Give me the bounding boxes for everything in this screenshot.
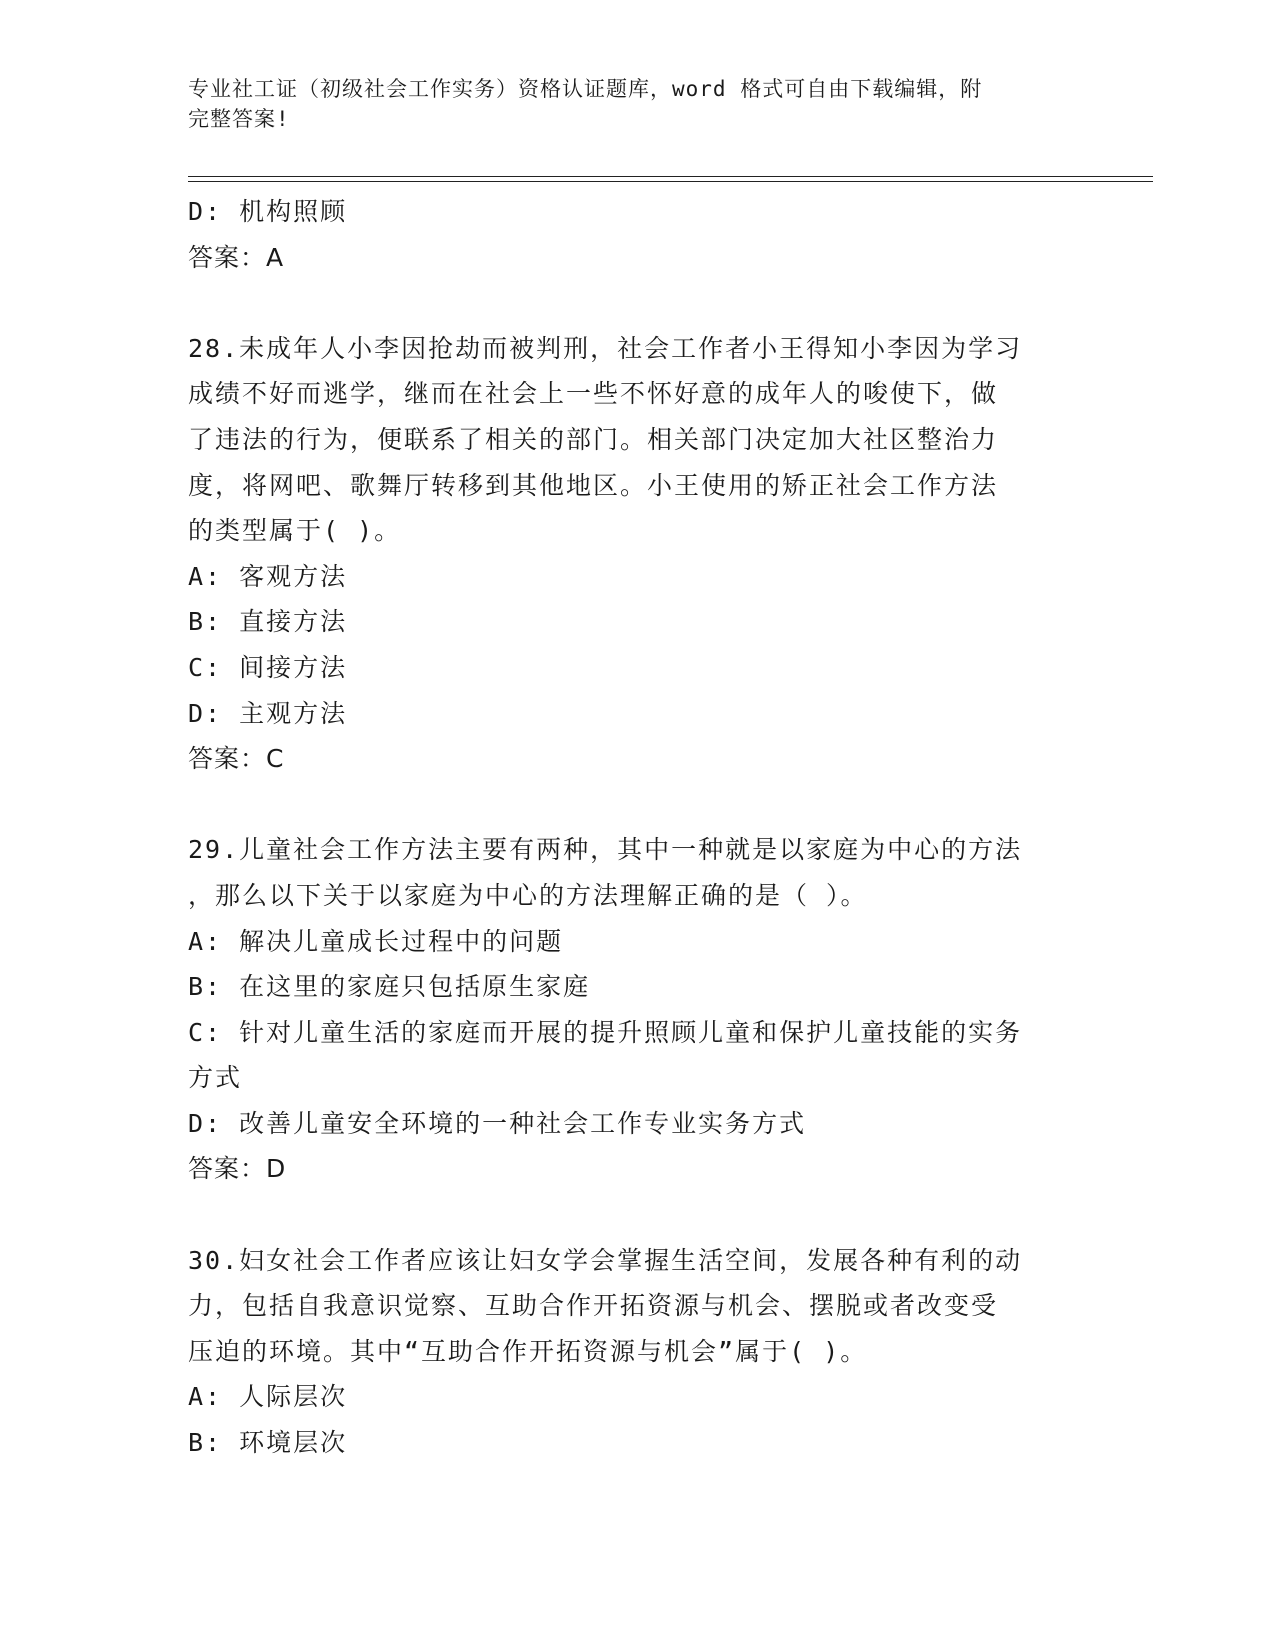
spacer [188, 280, 1088, 326]
question-29-line-2: ，那么以下关于以家庭为中心的方法理解正确的是（ ）。 [188, 880, 868, 910]
question-30-line-1: 30.妇女社会工作者应该让妇女学会掌握生活空间，发展各种有利的动 [188, 1245, 1023, 1275]
question-29-option-a: A: 解决儿童成长过程中的问题 [188, 926, 564, 956]
question-29 [188, 827, 1088, 1192]
question-29-line-1: 29.儿童社会工作方法主要有两种，其中一种就是以家庭为中心的方法 [188, 835, 1023, 865]
question-30-line-2: 力，包括自我意识觉察、互助合作开拓资源与机会、摆脱或者改变受 [188, 1291, 999, 1321]
question-29-option-b: B: 在这里的家庭只包括原生家庭 [188, 972, 591, 1002]
question-28-line-4: 度，将网吧、歌舞厅转移到其他地区。小王使用的矫正社会工作方法 [188, 470, 999, 500]
question-29-option-d: D: 改善儿童安全环境的一种社会工作专业实务方式 [188, 1108, 807, 1138]
page-header [188, 74, 1068, 134]
question-28-option-c: C: 间接方法 [188, 652, 348, 682]
question-30-line-3: 压迫的环境。其中“互助合作开拓资源与机会”属于( )。 [188, 1336, 868, 1366]
question-28-option-d: D: 主观方法 [188, 698, 348, 728]
question-30-option-a: A: 人际层次 [188, 1382, 348, 1412]
question-29-option-c-line-1: C: 针对儿童生活的家庭而开展的提升照顾儿童和保护儿童技能的实务 [188, 1017, 1023, 1047]
question-28 [188, 326, 1088, 782]
question-28-line-1: 28.未成年人小李因抢劫而被判刑，社会工作者小王得知小李因为学习 [188, 333, 1023, 363]
header-line-1: 专业社工证（初级社会工作实务）资格认证题库，word 格式可自由下载编辑，附 [188, 77, 983, 101]
spacer [188, 782, 1088, 828]
question-28-option-b: B: 直接方法 [188, 607, 348, 637]
spacer [188, 1192, 1088, 1238]
header-divider-bottom [188, 181, 1153, 182]
question-28-line-5: 的类型属于( )。 [188, 516, 402, 546]
question-28-option-a: A: 客观方法 [188, 561, 348, 591]
option-d-prev: D: 机构照顾 [188, 197, 348, 226]
question-29-answer: 答案：D [188, 1154, 287, 1184]
question-content [188, 189, 1088, 1466]
question-28-line-3: 了违法的行为，便联系了相关的部门。相关部门决定加大社区整治力 [188, 424, 999, 454]
question-28-line-2: 成绩不好而逃学，继而在社会上一些不怀好意的成年人的唆使下，做 [188, 379, 999, 409]
header-divider-top [188, 176, 1153, 177]
answer-prev: 答案：A [188, 242, 285, 272]
question-30-option-b: B: 环境层次 [188, 1428, 348, 1458]
question-28-answer: 答案：C [188, 744, 285, 774]
header-line-2: 完整答案! [188, 107, 290, 131]
question-30 [188, 1238, 1088, 1466]
question-29-option-c-line-2: 方式 [188, 1063, 243, 1093]
